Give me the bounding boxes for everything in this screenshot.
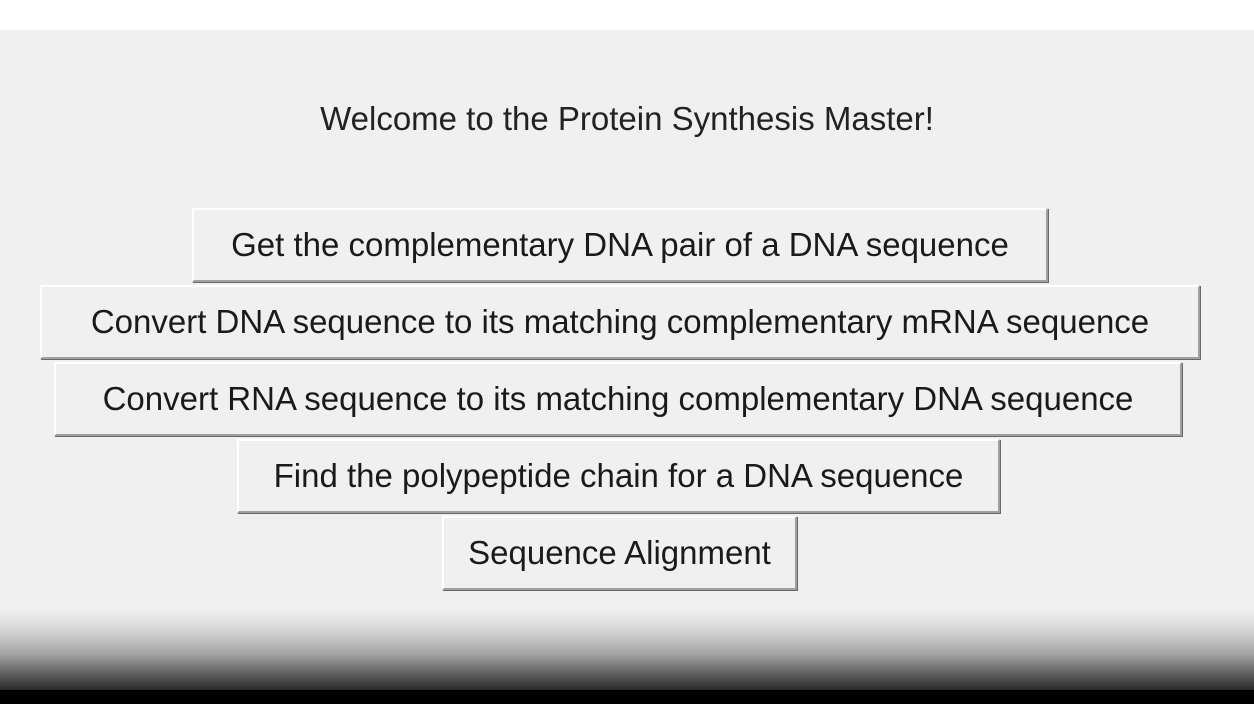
sequence-alignment-button[interactable]: Sequence Alignment	[442, 516, 797, 590]
welcome-label: Welcome to the Protein Synthesis Master!	[320, 100, 934, 137]
main-window	[0, 30, 1254, 610]
dna-to-mrna-button[interactable]: Convert DNA sequence to its matching complementary mRNA sequence	[40, 285, 1200, 359]
bottom-black-bar	[0, 690, 1254, 704]
rna-to-dna-button[interactable]: Convert RNA sequence to its matching complementary DNA sequence	[54, 362, 1182, 436]
bottom-fade-overlay	[0, 610, 1254, 690]
window-title-strip	[0, 0, 1254, 30]
complementary-dna-button[interactable]: Get the complementary DNA pair of a DNA sequence	[192, 208, 1048, 282]
polypeptide-chain-button[interactable]: Find the polypeptide chain for a DNA sequence	[237, 439, 1000, 513]
